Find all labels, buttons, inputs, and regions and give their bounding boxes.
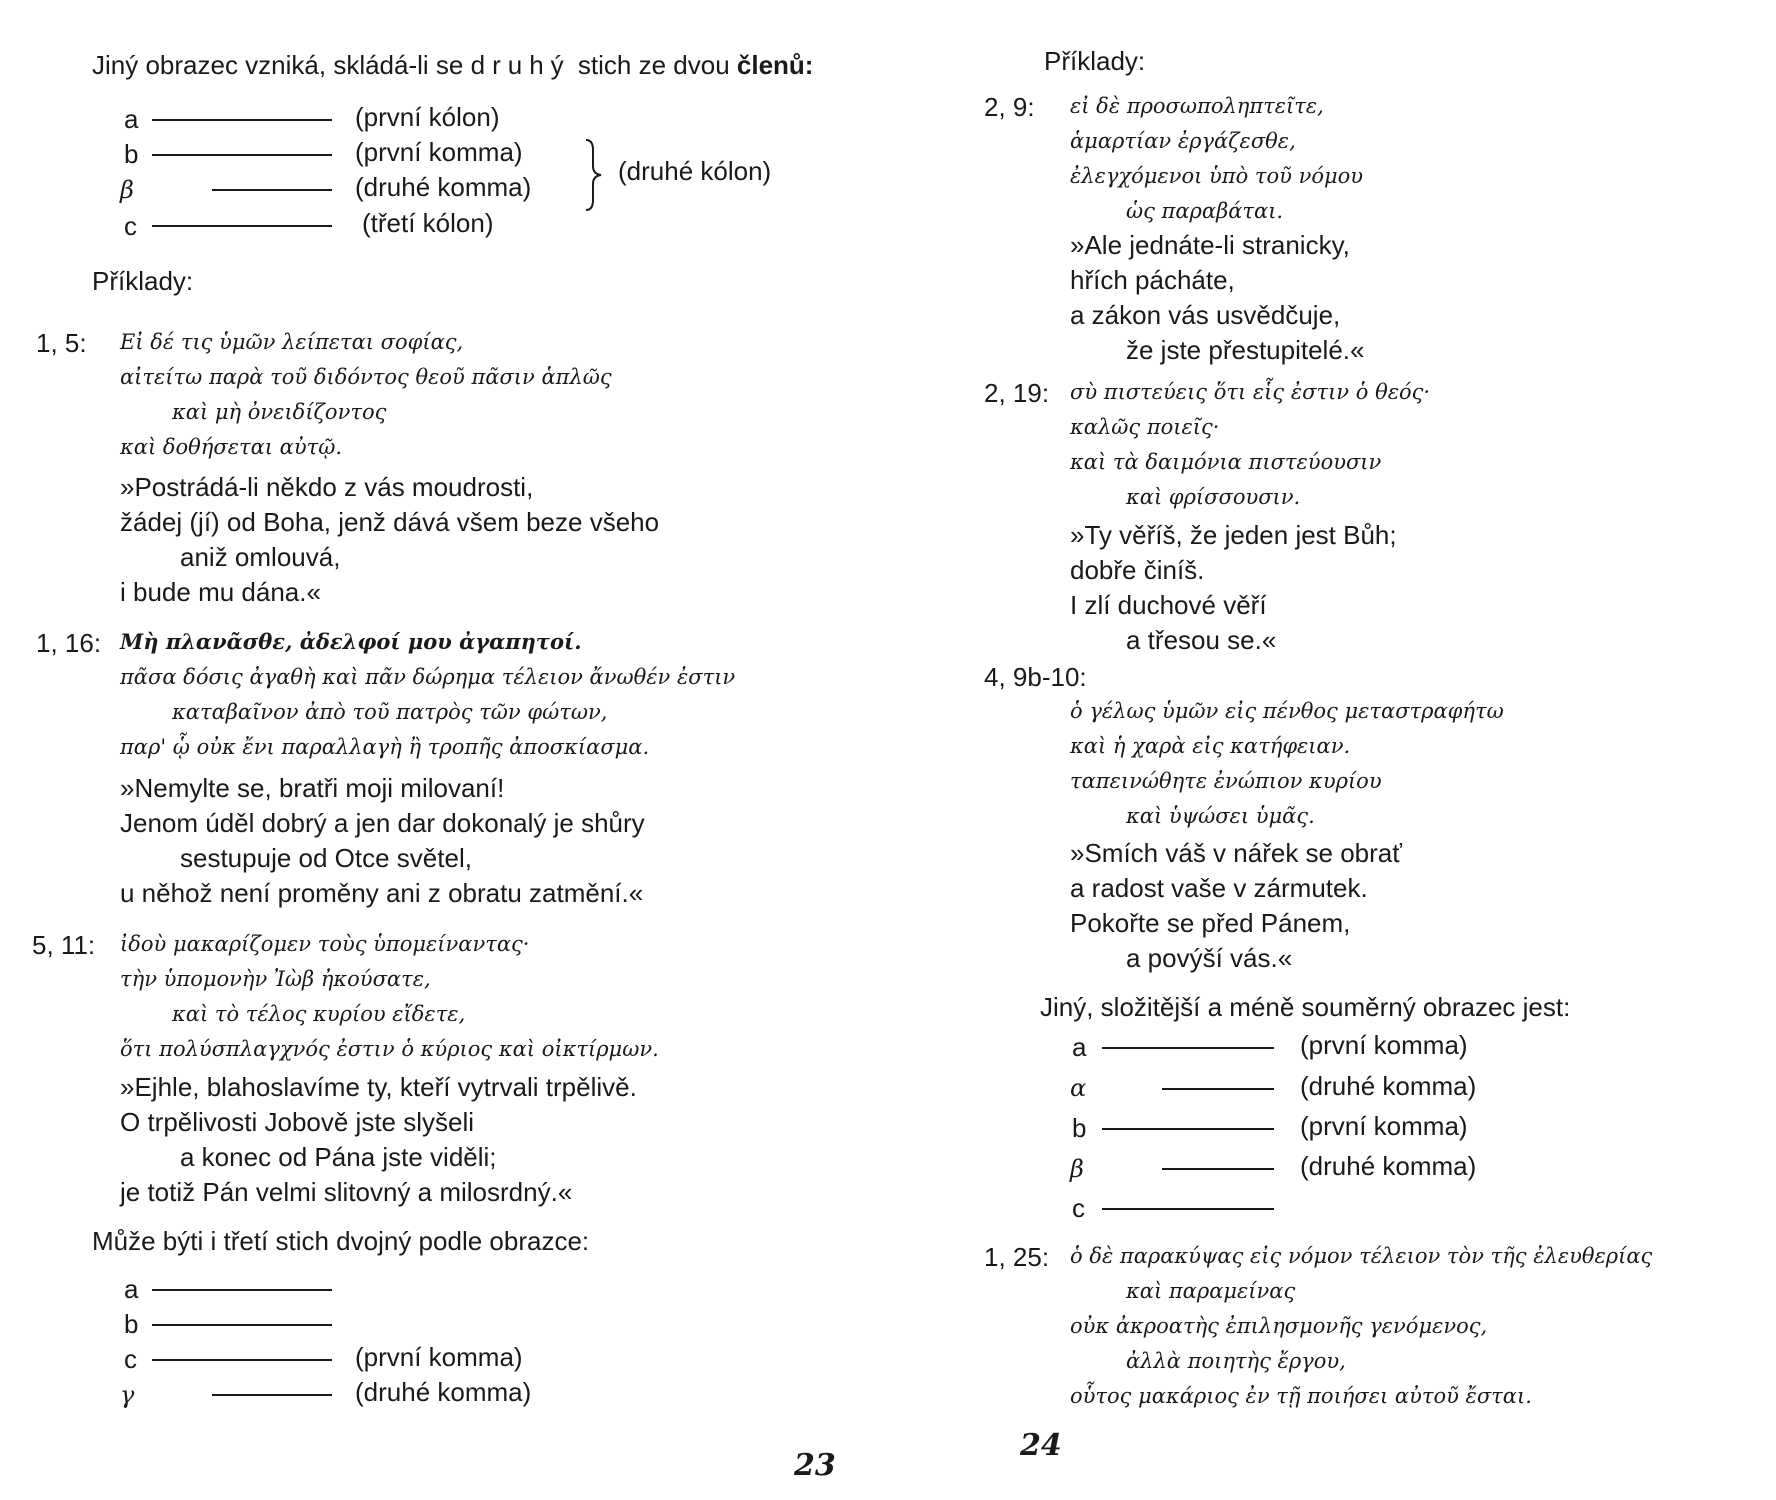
examples-heading: Příklady:	[1044, 46, 1146, 76]
right-brace-icon	[584, 138, 604, 212]
verse-reference: 2, 19:	[984, 378, 1050, 408]
greek-line: πᾶσα δόσις ἀγαθὴ καὶ πᾶν δώρημα τέλειον ἄνωθέν ἐστιν	[120, 665, 736, 689]
scheme-desc: (první komma)	[1300, 1111, 1468, 1141]
scheme-label: α	[1070, 1074, 1087, 1102]
czech-line: »Ejhle, blahoslavíme ty, kteří vytrvali trpělivě.	[120, 1072, 637, 1102]
czech-line: i bude mu dána.«	[120, 577, 321, 607]
scheme-line	[152, 1324, 332, 1326]
greek-line: καὶ τὰ δαιμόνια πιστεύουσιν	[1070, 450, 1382, 474]
scheme-desc: (druhé komma)	[1300, 1071, 1477, 1101]
scheme-desc: (první kólon)	[355, 102, 500, 132]
czech-line: I zlí duchové věří	[1070, 590, 1267, 620]
scheme-label: b	[124, 1309, 139, 1339]
czech-line: žádej (jí) od Boha, jenž dává všem beze všeho	[120, 507, 660, 537]
scheme-label: c	[1072, 1193, 1085, 1223]
greek-line: τὴν ὑπομονὴν Ἰὼβ ἠκούσατε,	[120, 967, 431, 991]
scheme-desc: (třetí kólon)	[362, 208, 494, 238]
scheme-desc: (první komma)	[1300, 1030, 1468, 1060]
scheme-label: a	[124, 1274, 139, 1304]
greek-line: σὺ πιστεύεις ὅτι εἷς ἐστιν ὁ θεός·	[1070, 380, 1431, 404]
scheme-label: γ	[120, 1381, 135, 1409]
greek-line: οὐκ ἀκροατὴς ἐπιλησμονῆς γενόμενος,	[1070, 1314, 1488, 1338]
czech-line: Pokořte se před Pánem,	[1070, 908, 1351, 938]
greek-line: παρ' ᾧ οὐκ ἔνι παραλλαγὴ ἢ τροπῆς ἀποσκίασμα.	[120, 735, 650, 759]
scheme-label: c	[124, 1344, 137, 1374]
greek-line: αἰτείτω παρὰ τοῦ διδόντος θεοῦ πᾶσιν ἁπλῶς	[120, 365, 612, 389]
brace-label: (druhé kólon)	[618, 156, 772, 186]
scheme-line	[1162, 1168, 1274, 1170]
scheme-line	[1102, 1128, 1274, 1130]
greek-line: ὡς παραβάται.	[1126, 199, 1284, 223]
intro-text-bold: členů:	[736, 50, 814, 80]
right-page	[880, 0, 1776, 1500]
czech-line: u něhož není proměny ani z obratu zatmění.«	[120, 878, 644, 908]
greek-line: οὗτος μακάριος ἐν τῇ ποιήσει αὐτοῦ ἔσται.	[1070, 1384, 1532, 1408]
czech-line: a radost vaše v zármutek.	[1070, 873, 1368, 903]
greek-line: καὶ ὑψώσει ὑμᾶς.	[1126, 804, 1315, 828]
czech-line: aniž omlouvá,	[180, 542, 341, 572]
verse-reference: 1, 5:	[36, 328, 87, 358]
greek-line: καὶ τὸ τέλος κυρίου εἴδετε,	[172, 1002, 466, 1026]
czech-line: a konec od Pána jste viděli;	[180, 1142, 497, 1172]
scheme-line	[152, 154, 332, 156]
czech-line: O trpělivosti Jobově jste slyšeli	[120, 1107, 475, 1137]
greek-line: ὁ γέλως ὑμῶν εἰς πένθος μεταστραφήτω	[1070, 699, 1504, 723]
scheme-line	[152, 1289, 332, 1291]
greek-line: καὶ φρίσσουσιν.	[1126, 485, 1301, 509]
czech-line: a povýší vás.«	[1126, 943, 1293, 973]
page-number: 23	[794, 1448, 836, 1483]
scheme-line	[152, 119, 332, 121]
czech-line: »Nemylte se, bratři moji milovaní!	[120, 773, 505, 803]
greek-line: καὶ ἡ χαρὰ εἰς κατήφειαν.	[1070, 734, 1351, 758]
greek-line: ἀλλὰ ποιητὴς ἔργου,	[1126, 1349, 1346, 1373]
intro-text-before: Jiný obrazec vzniká, skládá-li se	[92, 50, 464, 80]
greek-line: Μὴ πλανᾶσθε, ἀδελφοί μου ἀγαπητοί.	[120, 629, 582, 654]
greek-line: ταπεινώθητε ἐνώπιον κυρίου	[1070, 769, 1382, 793]
greek-line: ἁμαρτίαν ἐργάζεσθε,	[1070, 129, 1296, 153]
czech-line: »Postrádá-li někdo z vás moudrosti,	[120, 472, 534, 502]
czech-line: a třesou se.«	[1126, 625, 1277, 655]
scheme-desc: (druhé komma)	[1300, 1151, 1477, 1181]
scheme-label: a	[124, 104, 139, 134]
czech-line: »Smích váš v nářek se obrať	[1070, 838, 1403, 868]
intro-text-after: stich ze dvou	[577, 50, 730, 80]
verse-reference: 2, 9:	[984, 92, 1035, 122]
greek-line: καὶ δοθήσεται αὐτῷ.	[120, 435, 343, 459]
greek-line: ὅτι πολύσπλαγχνός ἐστιν ὁ κύριος καὶ οἰκτίρμων.	[120, 1037, 659, 1061]
czech-line: »Ale jednáte-li stranicky,	[1070, 230, 1350, 260]
greek-line: καὶ μὴ ὀνειδίζοντος	[172, 400, 387, 424]
czech-line: dobře činíš.	[1070, 555, 1205, 585]
scheme-label: a	[1072, 1032, 1087, 1062]
greek-line: καὶ παραμείνας	[1126, 1279, 1296, 1303]
verse-reference: 1, 16:	[36, 628, 102, 658]
scheme-label: β	[1070, 1155, 1084, 1183]
scheme-line	[212, 189, 332, 191]
scheme-desc: (první komma)	[355, 1342, 523, 1372]
czech-line: sestupuje od Otce světel,	[180, 843, 472, 873]
verse-reference: 4, 9b-10:	[984, 662, 1087, 692]
page-number: 24	[1020, 1428, 1062, 1463]
greek-line: ἐλεγχόμενοι ὑπὸ τοῦ νόμου	[1070, 164, 1364, 188]
czech-line: a zákon vás usvědčuje,	[1070, 300, 1341, 330]
czech-line: je totiž Pán velmi slitovný a milosrdný.«	[120, 1177, 573, 1207]
scheme-line	[1102, 1208, 1274, 1210]
examples-heading: Příklady:	[92, 266, 194, 296]
scheme-label: β	[120, 176, 134, 204]
czech-line: Jenom úděl dobrý a jen dar dokonalý je shůry	[120, 808, 645, 838]
scheme-line	[152, 1359, 332, 1361]
greek-line: εἰ δὲ προσωποληπτεῖτε,	[1070, 94, 1324, 118]
scheme-label: c	[124, 211, 137, 241]
scheme-label: b	[1072, 1113, 1087, 1143]
czech-line: že jste přestupitelé.«	[1126, 335, 1365, 365]
scheme-line	[1102, 1047, 1274, 1049]
scheme-desc: (druhé komma)	[355, 172, 532, 202]
scheme-desc: (první komma)	[355, 137, 523, 167]
greek-line: καταβαῖνον ἀπὸ τοῦ πατρὸς τῶν φώτων,	[172, 700, 608, 724]
greek-line: ὁ δὲ παρακύψας εἰς νόμον τέλειον τὸν τῆς ἐλευθερίας	[1070, 1244, 1653, 1268]
scheme-line	[152, 225, 332, 227]
scheme-desc: (druhé komma)	[355, 1377, 532, 1407]
verse-reference: 1, 25:	[984, 1242, 1050, 1272]
czech-line: hřích pácháte,	[1070, 265, 1235, 295]
outro-paragraph: Může býti i třetí stich dvojný podle obrazce:	[92, 1226, 590, 1256]
intro-paragraph-2: Jiný, složitější a méně souměrný obrazec jest:	[1040, 992, 1571, 1022]
greek-line: καλῶς ποιεῖς·	[1070, 415, 1220, 439]
left-page	[0, 0, 880, 1500]
greek-line: Εἰ δέ τις ὑμῶν λείπεται σοφίας,	[120, 330, 464, 354]
scheme-line	[1162, 1088, 1274, 1090]
scheme-label: b	[124, 139, 139, 169]
greek-line: ἰδοὺ μακαρίζομεν τοὺς ὑπομείναντας·	[120, 932, 530, 956]
verse-reference: 5, 11:	[32, 930, 96, 960]
intro-text-spaced: druhý	[470, 50, 571, 80]
czech-line: »Ty věříš, že jeden jest Bůh;	[1070, 520, 1397, 550]
intro-paragraph	[92, 50, 813, 80]
scheme-line	[212, 1394, 332, 1396]
